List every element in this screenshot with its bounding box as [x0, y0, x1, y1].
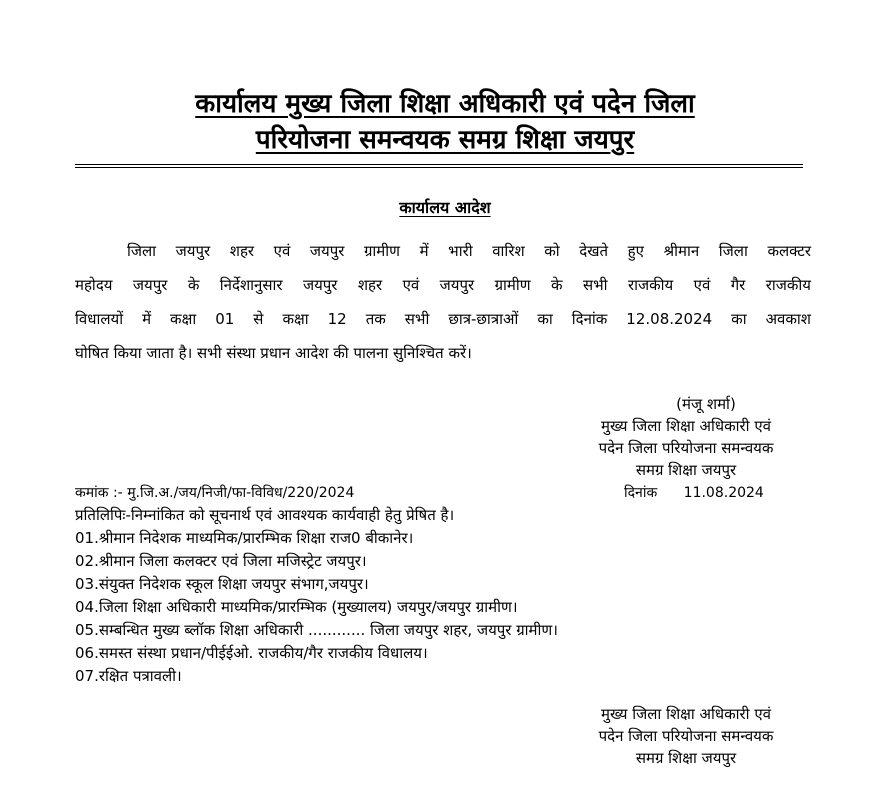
signer-designation-1: मुख्य जिला शिक्षा अधिकारी एवं — [601, 705, 771, 723]
reference-number-label: कमांक :- — [75, 485, 123, 501]
list-item: 03.संयुक्त निदेशक स्कूल शिक्षा जयपुर संभाग,जयपुर। — [75, 575, 369, 593]
list-item: 02.श्रीमान जिला कलक्टर एवं जिला मजिस्ट्रेट जयपुर। — [75, 552, 367, 570]
order-title: कार्यालय आदेश — [399, 198, 491, 217]
signer-name: (मंजू शर्मा) — [676, 395, 736, 413]
reference-number-value: मु.जि.अ./जय/निजी/फा-विविध/220/2024 — [127, 485, 355, 501]
reference-number — [75, 483, 354, 503]
list-item: 01.श्रीमान निदेशक माध्यमिक/प्रारम्भिक शिक्षा राज0 बीकानेर। — [75, 529, 414, 547]
office-heading-line1: कार्यालय मुख्य जिला शिक्षा अधिकारी एवं पदेन जिला — [195, 89, 695, 119]
order-body-line1: जिला जयपुर शहर एवं जयपुर ग्रामीण में भारी वारिश को देखते हुए श्रीमान जिला कलक्टर — [127, 242, 811, 260]
order-body-line4: घोषित किया जाता है। सभी संस्था प्रधान आदेश की पालना सुनिश्चित करें। — [75, 344, 472, 362]
list-item: 07.रक्षित पत्रावली। — [75, 667, 182, 685]
order-body-line3: विधालयों में कक्षा 01 से कक्षा 12 तक सभी छात्र-छात्राओं का दिनांक 12.08.2024 का अवकाश — [75, 310, 811, 328]
signer-designation-3: समग्र शिक्षा जयपुर — [635, 461, 737, 479]
copy-to-intro: प्रतिलिपिः-निम्नांकित को सूचनार्थ एवं आवश्यक कार्यवाही हेतु प्रेषित है। — [75, 506, 455, 524]
list-item: 05.सम्बन्धित मुख्य ब्लॉक शिक्षा अधिकारी ............ जिला जयपुर शहर, जयपुर ग्रामीण। — [75, 621, 558, 639]
list-item: 06.समस्त संस्था प्रधान/पीईईओ. राजकीय/गैर राजकीय विधालय। — [75, 644, 428, 662]
order-body-line2: महोदय जयपुर के निर्देशानुसार जयपुर शहर एवं जयपुर ग्रामीण के सभी राजकीय एवं गैर राजकीय — [75, 276, 811, 294]
signer-designation-2: पदेन जिला परियोजना समन्वयक — [598, 439, 774, 457]
signer-designation-3: समग्र शिक्षा जयपुर — [635, 749, 737, 767]
reference-date-value: 11.08.2024 — [683, 485, 764, 501]
signature-block-bottom — [560, 703, 812, 769]
signer-designation-1: मुख्य जिला शिक्षा अधिकारी एवं — [601, 417, 771, 435]
header-divider — [75, 164, 803, 165]
signer-designation-2: पदेन जिला परियोजना समन्वयक — [598, 727, 774, 745]
header-divider-double — [75, 167, 803, 168]
copy-to-list — [75, 504, 558, 688]
office-heading-line2: परियोजना समन्वयक समग्र शिक्षा जयपुर — [255, 125, 635, 155]
signature-block-top — [560, 393, 812, 481]
list-item: 04.जिला शिक्षा अधिकारी माध्यमिक/प्रारम्भिक (मुख्यालय) जयपुर/जयपुर ग्रामीण। — [75, 598, 518, 616]
reference-date-label: दिनांक — [624, 485, 658, 501]
reference-date — [624, 483, 764, 503]
